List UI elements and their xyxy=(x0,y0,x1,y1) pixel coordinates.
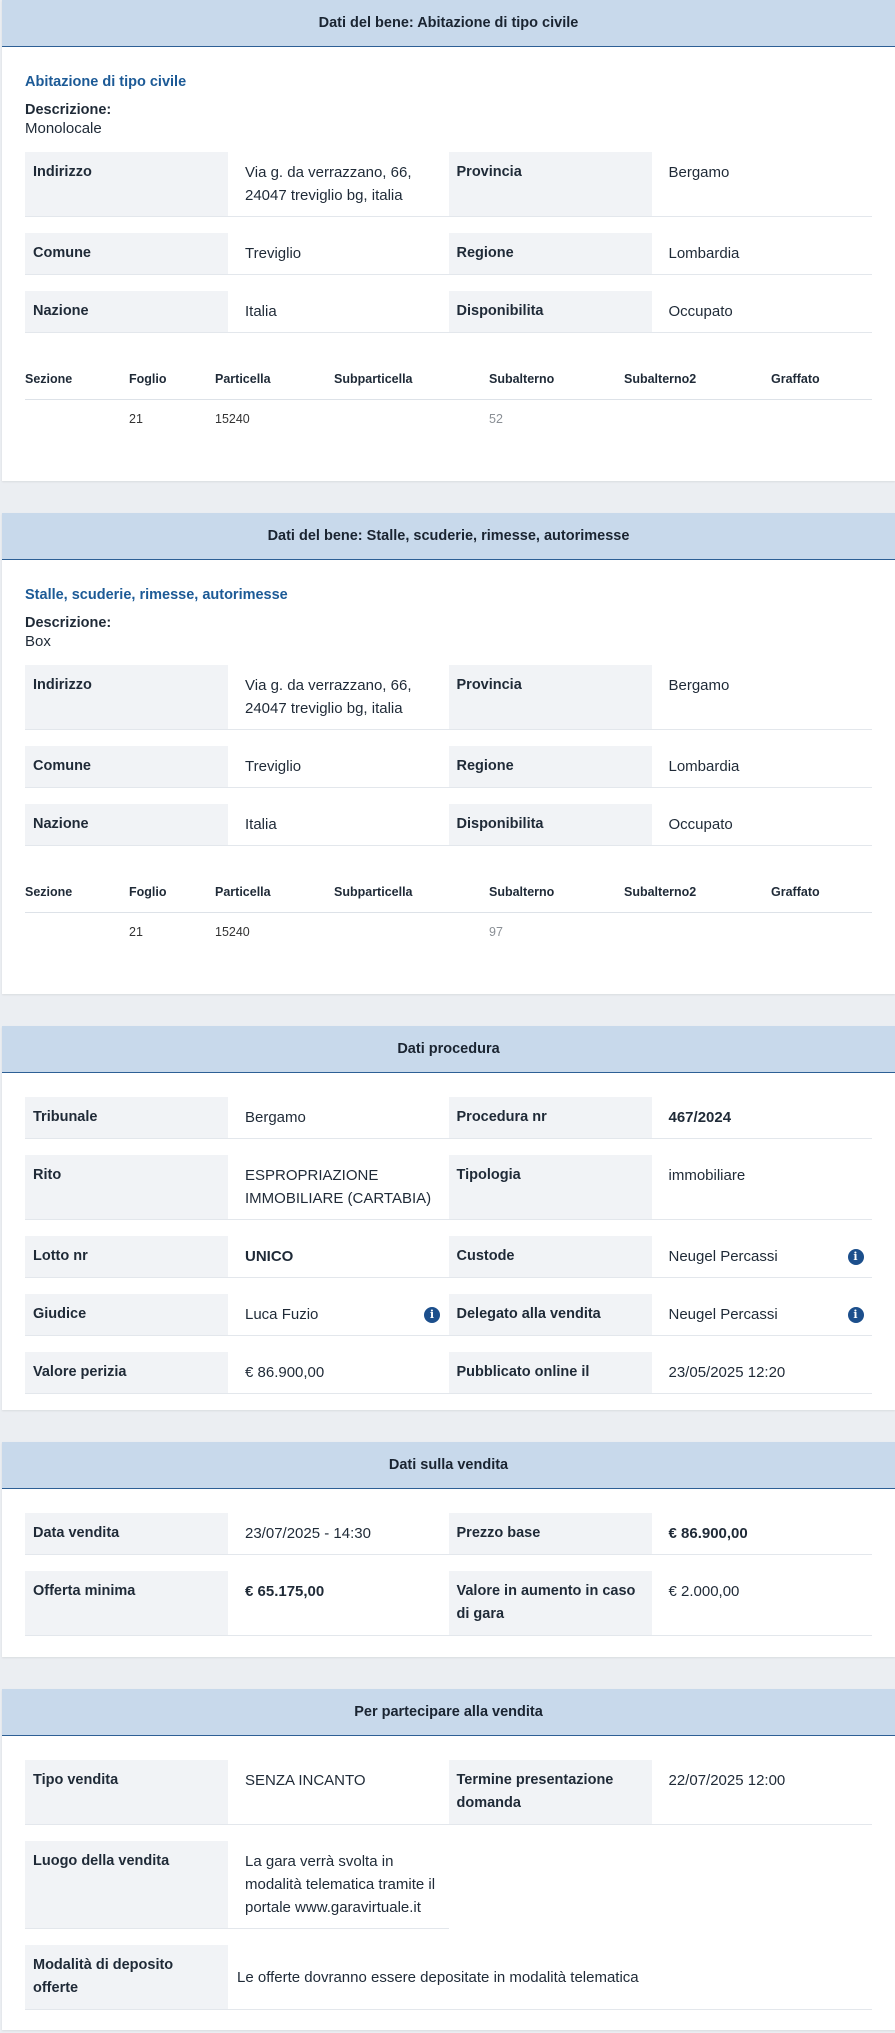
field-label: Comune xyxy=(25,746,228,787)
field-label: Disponibilita xyxy=(449,291,652,332)
section-header: Dati del bene: Abitazione di tipo civile xyxy=(2,0,895,47)
field-tribunale xyxy=(25,1097,449,1139)
field-label: Lotto nr xyxy=(25,1236,228,1277)
field-label: Pubblicato online il xyxy=(449,1352,652,1393)
field-valore-perizia xyxy=(25,1352,449,1394)
field-value xyxy=(228,1294,448,1335)
field-label: Provincia xyxy=(449,152,652,216)
delegato-name: Neugel Percassi xyxy=(668,1306,778,1323)
field-value: 23/07/2025 - 14:30 xyxy=(245,1525,371,1542)
field-label: Luogo della vendita xyxy=(25,1841,228,1928)
field-label: Termine presentazione domanda xyxy=(449,1760,652,1824)
field-label: Valore perizia xyxy=(25,1352,228,1393)
field-value: Lombardia xyxy=(668,758,740,775)
field-provincia xyxy=(449,152,873,217)
field-label: Custode xyxy=(449,1236,652,1277)
field-value xyxy=(652,1236,872,1277)
col-particella: Particella xyxy=(215,872,334,913)
field-label: Modalità di deposito offerte xyxy=(25,1945,228,2009)
field-label: Regione xyxy=(449,746,652,787)
field-pubblicato xyxy=(449,1352,873,1394)
col-subalterno: Subalterno xyxy=(489,359,624,400)
field-label: Disponibilita xyxy=(449,804,652,845)
field-value: Bergamo xyxy=(245,1109,306,1126)
field-luogo xyxy=(25,1841,449,1929)
field-value: 467/2024 xyxy=(668,1109,732,1126)
col-sezione: Sezione xyxy=(25,872,129,913)
cell xyxy=(25,913,129,952)
description-label: Descrizione: xyxy=(25,102,112,118)
cell xyxy=(334,400,489,439)
col-subparticella: Subparticella xyxy=(334,359,489,400)
custode-name: Neugel Percassi xyxy=(668,1248,778,1265)
bene-section-1 xyxy=(2,0,895,481)
partecipare-fields xyxy=(25,1760,872,1945)
field-procedura-nr xyxy=(449,1097,873,1139)
field-label: Nazione xyxy=(25,291,228,332)
field-value: La gara verrà svolta in modalità telematica tramite il portale www.garavirtuale.it xyxy=(245,1853,436,1916)
field-value: UNICO xyxy=(245,1248,294,1265)
field-label: Regione xyxy=(449,233,652,274)
catasto-table xyxy=(25,872,872,951)
field-label: Tipologia xyxy=(449,1155,652,1219)
field-value: Occupato xyxy=(668,303,733,320)
giudice-name: Luca Fuzio xyxy=(245,1306,319,1323)
bene-subtitle: Stalle, scuderie, rimesse, autorimesse xyxy=(25,587,288,603)
cell: 15240 xyxy=(215,412,250,426)
field-label: Delegato alla vendita xyxy=(449,1294,652,1335)
field-label: Indirizzo xyxy=(25,152,228,216)
procedura-section xyxy=(2,1026,895,1410)
field-indirizzo xyxy=(25,152,449,217)
col-subalterno2: Subalterno2 xyxy=(624,359,771,400)
field-comune xyxy=(25,746,449,788)
field-value: ESPROPRIAZIONE IMMOBILIARE (CARTABIA) xyxy=(245,1167,432,1207)
description-label: Descrizione: xyxy=(25,615,112,631)
field-offerta-minima xyxy=(25,1571,449,1636)
col-sezione: Sezione xyxy=(25,359,129,400)
field-value: Italia xyxy=(245,303,277,320)
field-label: Data vendita xyxy=(25,1513,228,1554)
cell: 97 xyxy=(489,925,503,939)
col-particella: Particella xyxy=(215,359,334,400)
field-delegato xyxy=(449,1294,873,1336)
field-value: Italia xyxy=(245,816,277,833)
col-foglio: Foglio xyxy=(129,359,215,400)
field-lotto xyxy=(25,1236,449,1278)
cell: 15240 xyxy=(215,925,250,939)
field-value: 23/05/2025 12:20 xyxy=(668,1364,786,1381)
section-header: Dati procedura xyxy=(2,1026,895,1073)
col-graffato: Graffato xyxy=(771,359,872,400)
vendita-fields xyxy=(25,1513,872,1652)
field-label: Nazione xyxy=(25,804,228,845)
cell xyxy=(25,400,129,439)
col-subalterno2: Subalterno2 xyxy=(624,872,771,913)
field-valore-aumento xyxy=(449,1571,873,1636)
field-value: € 86.900,00 xyxy=(245,1364,325,1381)
col-graffato: Graffato xyxy=(771,872,872,913)
field-prezzo-base xyxy=(449,1513,873,1555)
field-regione xyxy=(449,746,873,788)
field-value: Lombardia xyxy=(668,245,740,262)
field-value: € 65.175,00 xyxy=(245,1583,325,1600)
field-value: Treviglio xyxy=(245,245,302,262)
cell xyxy=(624,913,771,952)
field-termine xyxy=(449,1760,873,1825)
cell xyxy=(771,400,872,439)
field-data-vendita xyxy=(25,1513,449,1555)
col-foglio: Foglio xyxy=(129,872,215,913)
bene-section-2 xyxy=(2,513,895,994)
field-nazione xyxy=(25,804,449,846)
section-header: Per partecipare alla vendita xyxy=(2,1689,895,1736)
field-label: Rito xyxy=(25,1155,228,1219)
description-value: Monolocale xyxy=(25,120,102,137)
field-regione xyxy=(449,233,873,275)
cell: 21 xyxy=(129,412,143,426)
field-tipo-vendita xyxy=(25,1760,449,1825)
field-label: Valore in aumento in caso di gara xyxy=(449,1571,652,1635)
field-disponibilita xyxy=(449,291,873,333)
cell xyxy=(771,913,872,952)
field-value: Bergamo xyxy=(668,164,730,181)
bene-fields xyxy=(25,665,872,862)
field-label: Indirizzo xyxy=(25,665,228,729)
partecipare-section xyxy=(2,1689,895,2030)
field-value: Treviglio xyxy=(245,758,302,775)
field-value: Bergamo xyxy=(668,677,730,694)
field-value: SENZA INCANTO xyxy=(245,1772,366,1789)
field-provincia xyxy=(449,665,873,730)
field-nazione xyxy=(25,291,449,333)
field-label: Procedura nr xyxy=(449,1097,652,1138)
section-header: Dati sulla vendita xyxy=(2,1442,895,1489)
field-modalita-deposito xyxy=(25,1945,872,2010)
field-indirizzo xyxy=(25,665,449,730)
field-custode xyxy=(449,1236,873,1278)
table-row xyxy=(25,400,872,439)
bene-subtitle: Abitazione di tipo civile xyxy=(25,74,187,90)
cell xyxy=(334,913,489,952)
field-value xyxy=(652,1294,872,1335)
field-value: € 86.900,00 xyxy=(668,1525,748,1542)
field-label: Tribunale xyxy=(25,1097,228,1138)
info-icon[interactable]: i xyxy=(848,1249,864,1265)
field-comune xyxy=(25,233,449,275)
field-label: Tipo vendita xyxy=(25,1760,228,1824)
field-value: € 2.000,00 xyxy=(668,1583,740,1600)
field-label: Prezzo base xyxy=(449,1513,652,1554)
field-value: 22/07/2025 12:00 xyxy=(668,1772,786,1789)
vendita-section xyxy=(2,1442,895,1657)
cell: 21 xyxy=(129,925,143,939)
field-value: Via g. da verrazzano, 66, 24047 treviglio bg, italia xyxy=(245,677,412,717)
field-value: Le offerte dovranno essere depositate in modalità telematica xyxy=(237,1968,639,1986)
field-disponibilita xyxy=(449,804,873,846)
field-value: Via g. da verrazzano, 66, 24047 treviglio bg, italia xyxy=(245,164,412,204)
col-subparticella: Subparticella xyxy=(334,872,489,913)
field-tipologia xyxy=(449,1155,873,1220)
field-label: Comune xyxy=(25,233,228,274)
info-icon[interactable]: i xyxy=(848,1307,864,1323)
field-label: Provincia xyxy=(449,665,652,729)
field-rito xyxy=(25,1155,449,1220)
section-header: Dati del bene: Stalle, scuderie, rimesse, autorimesse xyxy=(2,513,895,560)
field-value: Occupato xyxy=(668,816,733,833)
field-giudice xyxy=(25,1294,449,1336)
field-label: Giudice xyxy=(25,1294,228,1335)
empty-cell xyxy=(449,1841,873,1945)
cell xyxy=(624,400,771,439)
description-value: Box xyxy=(25,633,51,650)
bene-fields xyxy=(25,152,872,349)
procedura-fields xyxy=(25,1097,872,1410)
info-icon[interactable]: i xyxy=(424,1307,440,1323)
field-label: Offerta minima xyxy=(25,1571,228,1635)
col-subalterno: Subalterno xyxy=(489,872,624,913)
field-value: immobiliare xyxy=(668,1167,746,1184)
catasto-table xyxy=(25,359,872,438)
table-row xyxy=(25,913,872,952)
cell: 52 xyxy=(489,412,503,426)
